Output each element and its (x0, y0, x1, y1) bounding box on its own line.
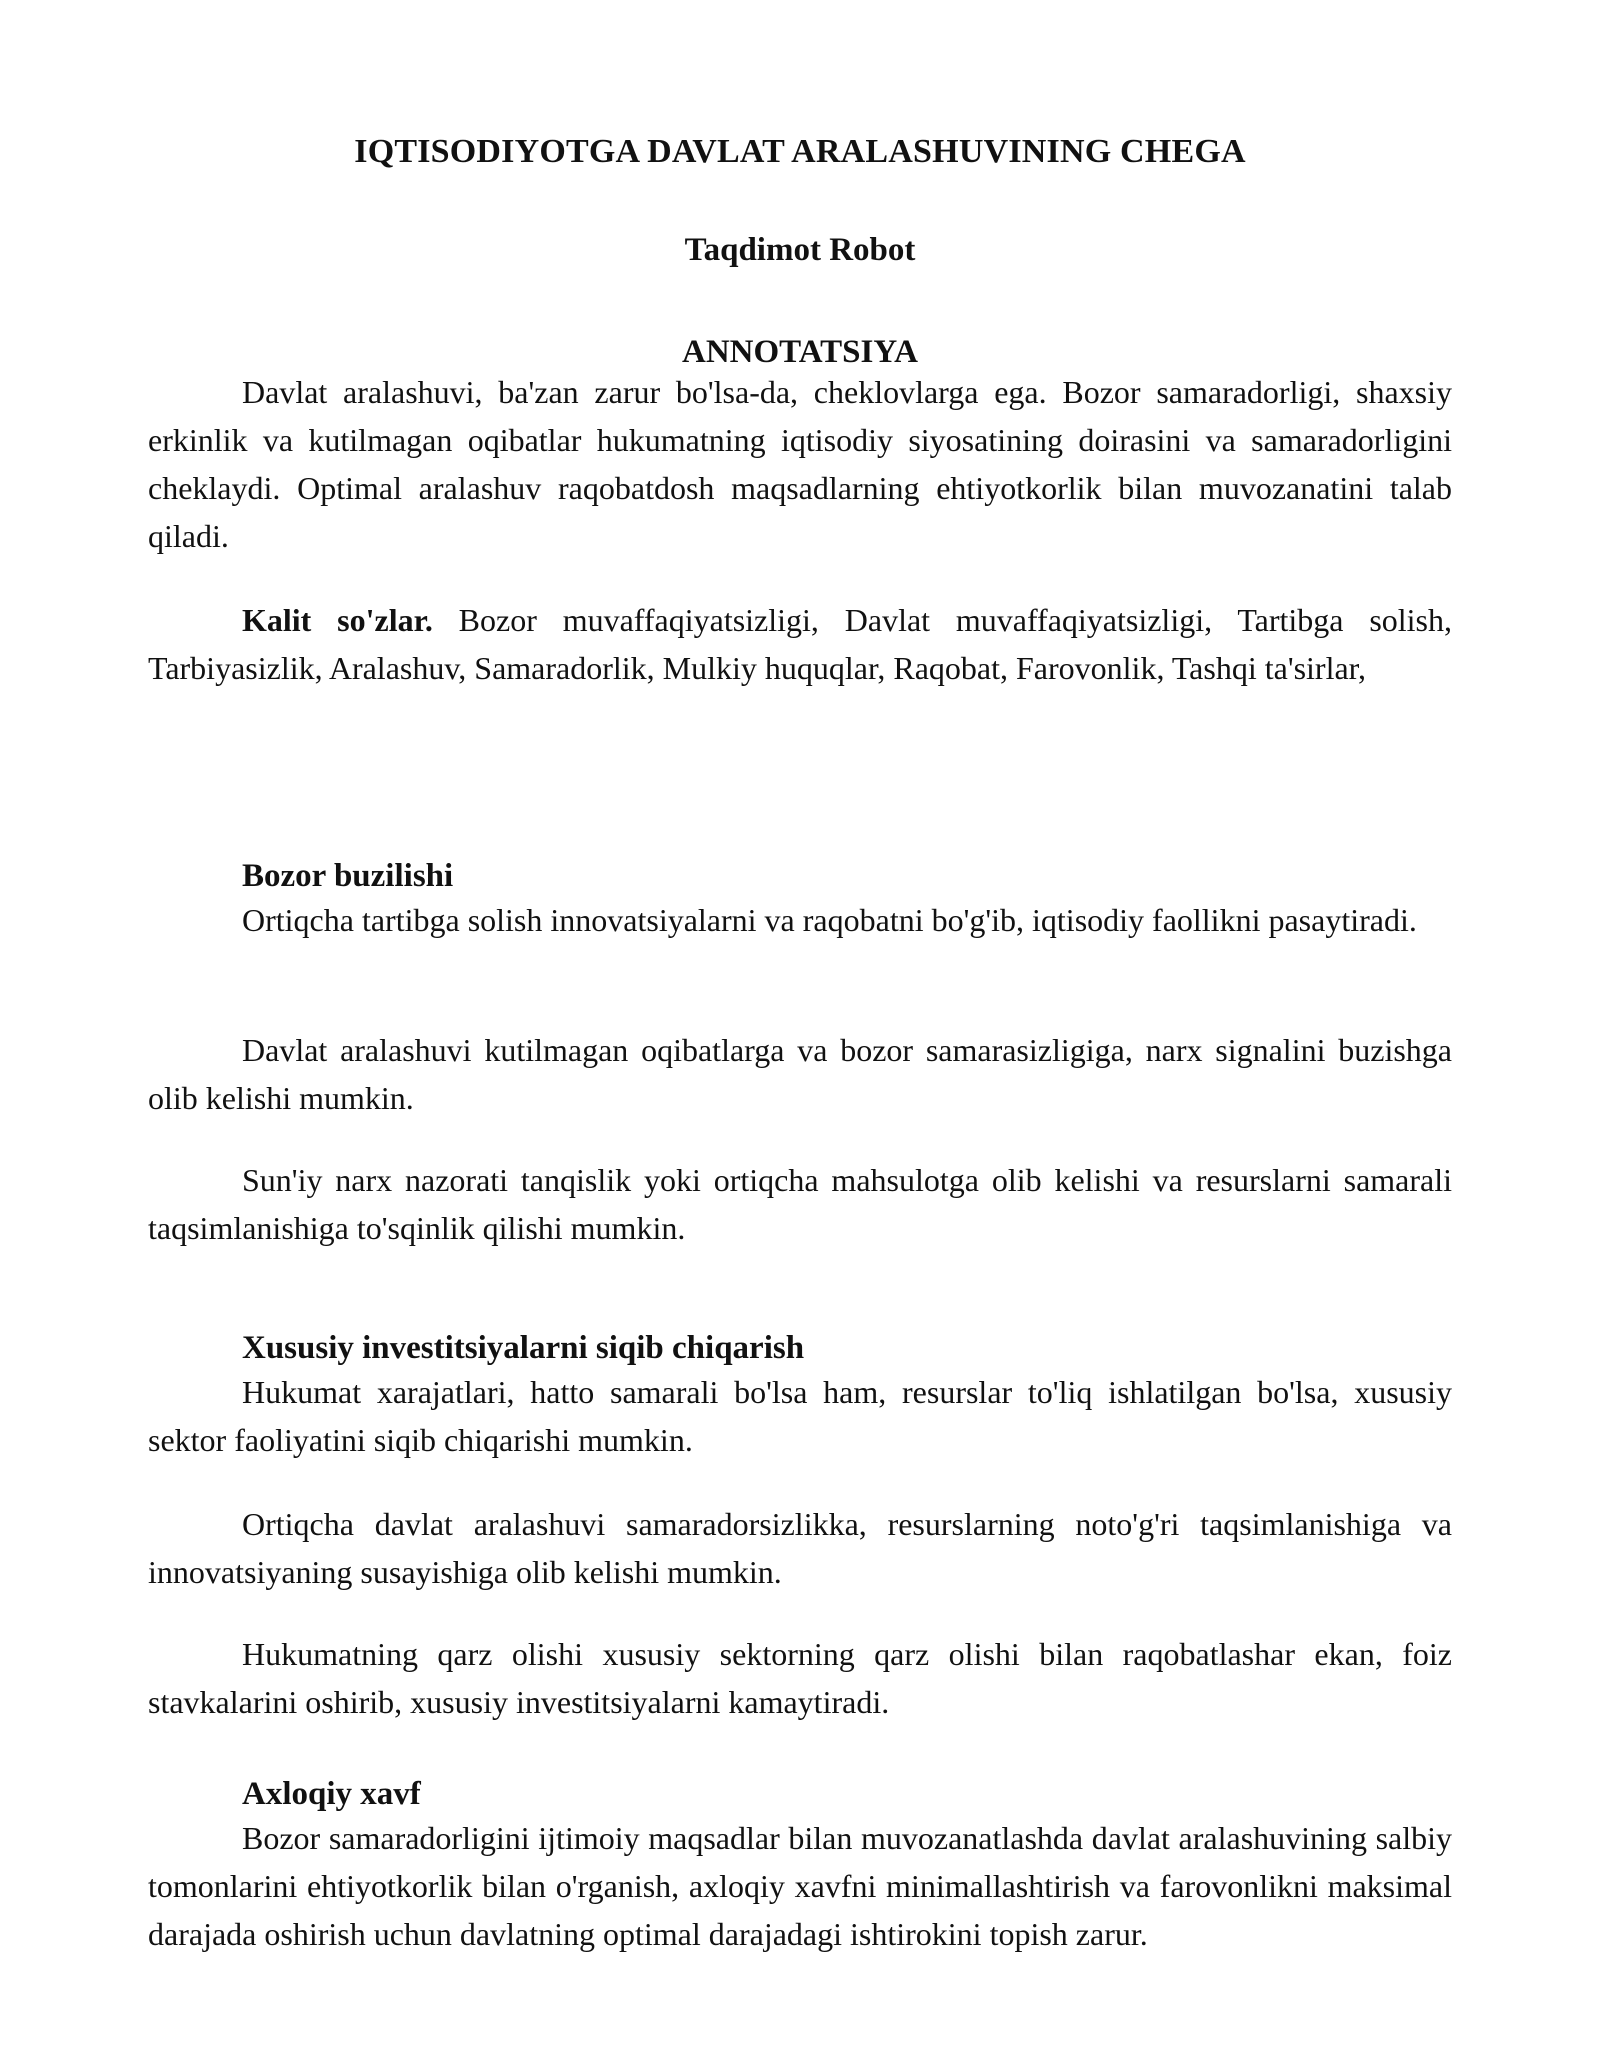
document-author: Taqdimot Robot (684, 232, 916, 268)
section-paragraph: Hukumatning qarz olishi xususiy sektorning qarz olishi bilan raqobatlashar ekan, foiz stavkalarini oshirib, xususiy investitsiyalarni kamaytiradi. (148, 1636, 1452, 1720)
section-heading: Bozor buzilishi (242, 858, 454, 894)
section-paragraph: Bozor samaradorligini ijtimoiy maqsadlar bilan muvozanatlashda davlat aralashuvining salbiy tomonlarini ehtiyotkorlik bilan o'rganish, axloqiy xavfni minimallashtirish va farovonlikni maksimal darajada oshirish uchun davlatning optimal darajadagi ishtirokini topish zarur. (148, 1820, 1452, 1952)
keywords-text: Bozor muvaffaqiyatsizligi, Davlat muvaffaqiyatsizligi, Tartibga solish, Tarbiyasizlik, Aralashuv, Samaradorlik, Mulkiy huquqlar, Raqobat, Farovonlik, Tashqi ta'sirlar, (148, 602, 1453, 686)
section-paragraph: Ortiqcha davlat aralashuvi samaradorsizlikka, resurslarning noto'g'ri taqsimlanishiga va innovatsiyaning susayishiga olib kelishi mumkin. (148, 1506, 1452, 1590)
section-paragraph: Hukumat xarajatlari, hatto samarali bo'lsa ham, resurslar to'liq ishlatilgan bo'lsa, xususiy sektor faoliyatini siqib chiqarishi mumkin. (148, 1374, 1452, 1458)
section-heading: Axloqiy xavf (242, 1776, 421, 1812)
annotation-paragraph: Davlat aralashuvi, ba'zan zarur bo'lsa-da, cheklovlarga ega. Bozor samaradorligi, shaxsiy erkinlik va kutilmagan oqibatlar hukumatning iqtisodiy siyosatining doirasini va samaradorligini cheklaydi. Optimal aralashuv raqobatdosh maqsadlarning ehtiyotkorlik bilan muvozanatini talab qiladi. (148, 374, 1452, 554)
section-paragraph: Davlat aralashuvi kutilmagan oqibatlarga va bozor samarasizligiga, narx signalini buzishga olib kelishi mumkin. (148, 1032, 1452, 1116)
document-title: IQTISODIYOTGA DAVLAT ARALASHUVINING CHEGA (354, 133, 1246, 170)
section-heading: Xususiy investitsiyalarni siqib chiqarish (242, 1330, 805, 1366)
section-paragraph: Ortiqcha tartibga solish innovatsiyalarni va raqobatni bo'g'ib, iqtisodiy faollikni pasaytiradi. (242, 902, 1417, 938)
keywords-paragraph (148, 596, 1452, 692)
section-paragraph: Sun'iy narx nazorati tanqislik yoki ortiqcha mahsulotga olib kelishi va resurslarni samarali taqsimlanishiga to'sqinlik qilishi mumkin. (148, 1162, 1452, 1246)
keywords-label: Kalit so'zlar. (242, 602, 433, 638)
annotation-heading: ANNOTATSIYA (682, 334, 918, 370)
